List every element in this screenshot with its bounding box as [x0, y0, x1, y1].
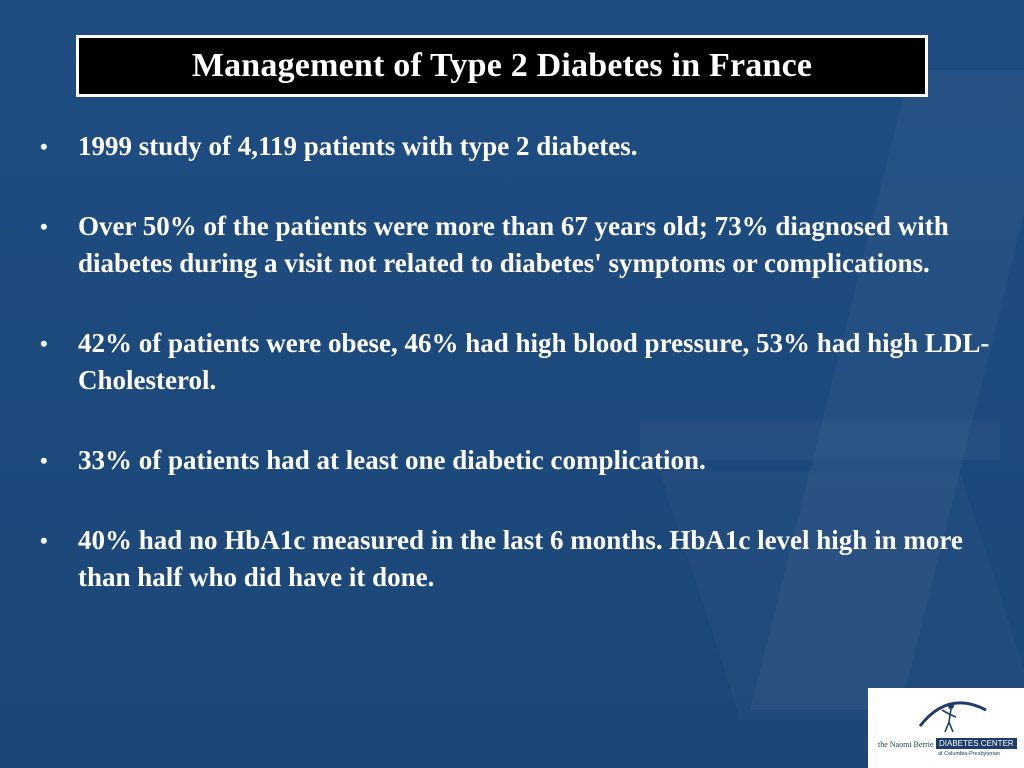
bullet-item [40, 325, 1010, 399]
bullet-marker: • [40, 331, 48, 356]
bullet-item [40, 208, 1010, 282]
bullet-item [40, 128, 1010, 165]
figure-swoosh-icon [918, 696, 988, 736]
bullet-item [40, 522, 1010, 596]
title-box [76, 35, 928, 97]
bullet-text: 1999 study of 4,119 patients with type 2 diabetes. [78, 131, 638, 161]
bullet-marker: • [40, 528, 48, 553]
slide-title: Management of Type 2 Diabetes in France [191, 47, 813, 84]
bullet-text: Over 50% of the patients were more than 67 years old; 73% diagnosed with diabetes during a visit not related to diabetes' symptoms or complications. [78, 211, 949, 278]
diabetes-center-logo [868, 688, 1024, 768]
bullet-text: 42% of patients were obese, 46% had high blood pressure, 53% had high LDL-Cholesterol. [78, 328, 990, 395]
bullet-marker: • [40, 448, 48, 473]
bullet-text: 33% of patients had at least one diabetic complication. [78, 445, 706, 475]
logo-name-text: the Naomi Berrie [878, 740, 934, 749]
bullet-text: 40% had no HbA1c measured in the last 6 months. HbA1c level high in more than half who did have it done. [78, 525, 963, 592]
bullet-marker: • [40, 134, 48, 159]
bullet-item [40, 442, 1010, 479]
bullet-list [40, 128, 1010, 596]
bullet-marker: • [40, 214, 48, 239]
logo-center-text: DIABETES CENTER [936, 738, 1017, 749]
logo-sub-text: at Columbia-Presbyterian [938, 751, 1001, 757]
